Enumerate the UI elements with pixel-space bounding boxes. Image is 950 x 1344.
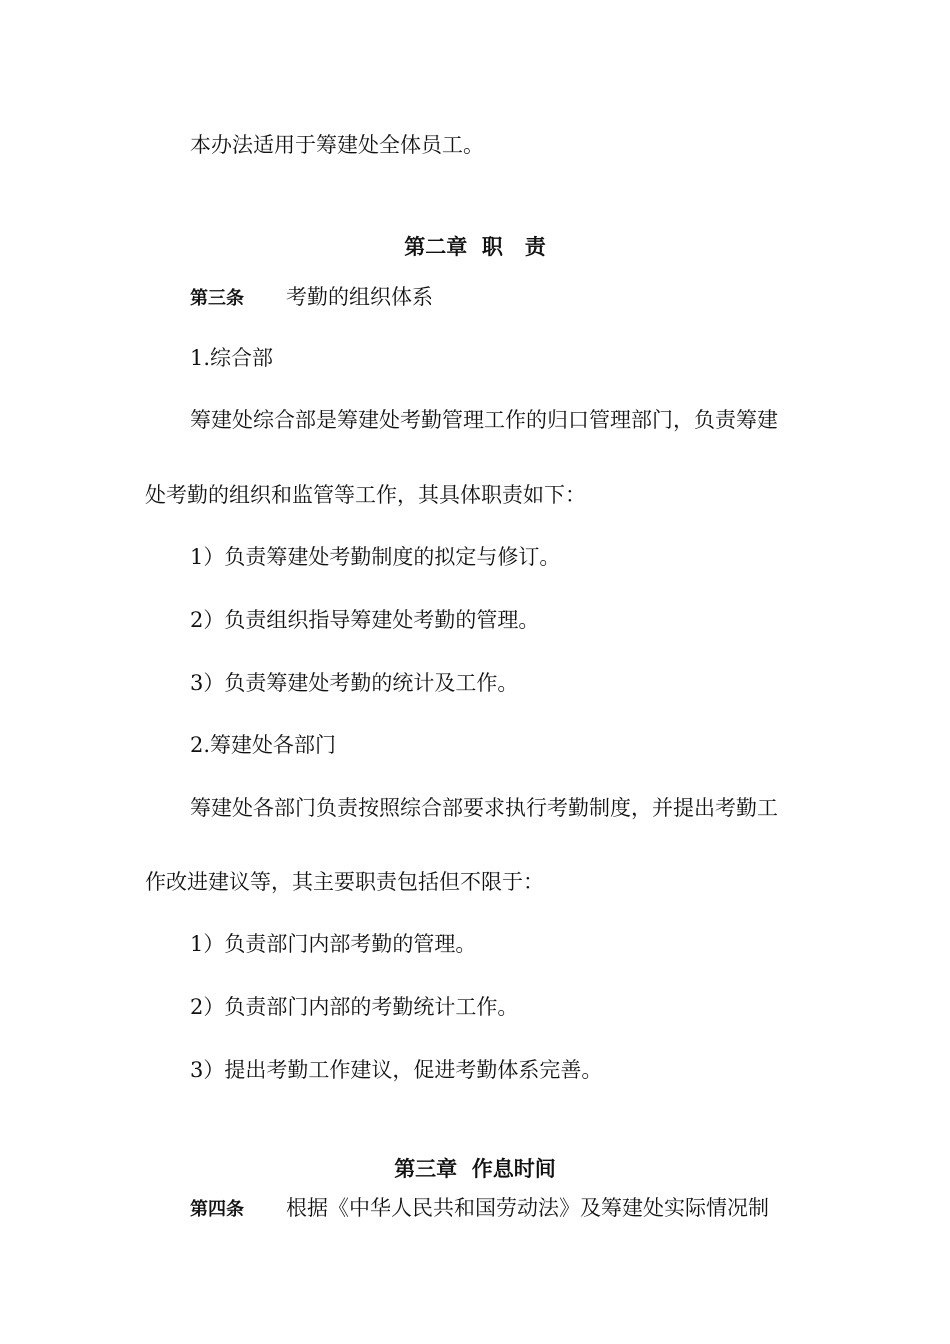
chapter-3-heading: 第三章 作息时间 [394, 1157, 556, 1181]
list-item: 1）负责筹建处考勤制度的拟定与修订。 [190, 545, 561, 569]
list-item: 3）提出考勤工作建议，促进考勤体系完善。 [190, 1058, 603, 1082]
list-item: 2）负责组织指导筹建处考勤的管理。 [190, 608, 540, 632]
list-item: 2）负责部门内部的考勤统计工作。 [190, 995, 519, 1019]
list-item: 1）负责部门内部考勤的管理。 [190, 932, 477, 956]
article-4-label: 第四条 [190, 1199, 244, 1220]
section-2-paragraph-line-2: 作改进建议等，其主要职责包括但不限于： [145, 870, 544, 894]
list-item: 3）负责筹建处考勤的统计及工作。 [190, 671, 519, 695]
article-4 [190, 1193, 769, 1223]
section-1-heading: 1.综合部 [190, 346, 274, 370]
article-4-title: 根据《中华人民共和国劳动法》及筹建处实际情况制 [286, 1196, 769, 1220]
section-2-heading: 2.筹建处各部门 [190, 733, 337, 757]
intro-paragraph: 本办法适用于筹建处全体员工。 [190, 133, 484, 157]
section-1-paragraph-line-2: 处考勤的组织和监管等工作，其具体职责如下： [145, 483, 586, 507]
section-2-paragraph-line-1: 筹建处各部门负责按照综合部要求执行考勤制度，并提出考勤工 [190, 796, 778, 820]
chapter-2-heading: 第二章 职 责 [404, 235, 546, 259]
article-3-label: 第三条 [190, 288, 244, 309]
article-3-title: 考勤的组织体系 [286, 285, 433, 309]
article-3 [190, 282, 433, 312]
section-1-paragraph-line-1: 筹建处综合部是筹建处考勤管理工作的归口管理部门，负责筹建 [190, 408, 778, 432]
